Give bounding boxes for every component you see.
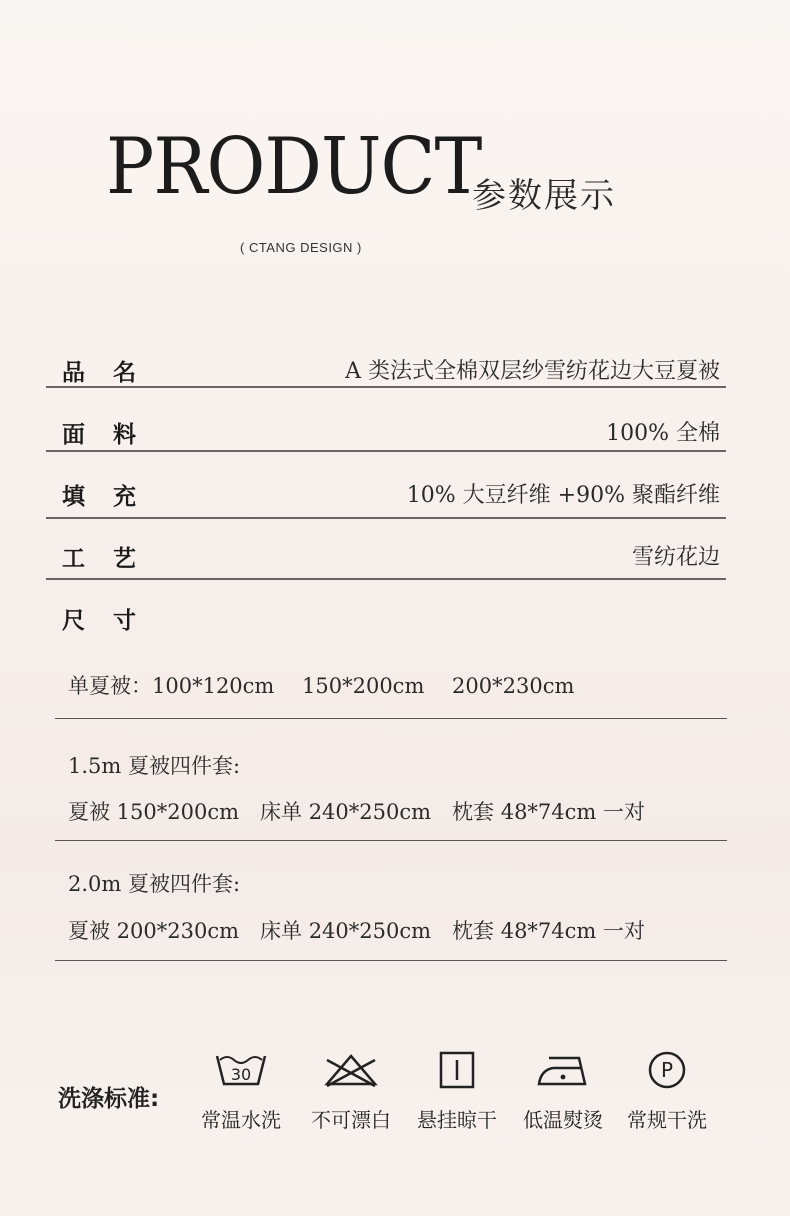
wash-30-icon <box>214 1050 268 1090</box>
wash-label: 不可漂白 <box>311 1108 391 1132</box>
size-set20-title: 2.0m 夏被四件套: <box>68 872 241 896</box>
param-label: 尺 寸 <box>62 608 147 634</box>
param-row-filling <box>46 468 726 530</box>
wash-label: 低温熨烫 <box>523 1108 603 1132</box>
param-label: 面 料 <box>62 422 147 448</box>
size-single: 单夏被：100*120cm 150*200cm 200*230cm <box>68 674 575 698</box>
param-label: 工 艺 <box>62 546 147 572</box>
dry-clean-p-icon <box>647 1050 687 1090</box>
wash-item <box>296 1050 406 1133</box>
param-row-craft <box>46 530 726 592</box>
dry-clean-letter: P <box>660 1058 674 1082</box>
wash-label: 悬挂晾干 <box>417 1108 497 1132</box>
divider <box>55 718 727 719</box>
param-row-fabric <box>46 406 726 468</box>
param-row-name <box>46 344 726 406</box>
param-row-size <box>46 592 726 654</box>
brand-name: ( CTANG DESIGN ) <box>240 240 362 255</box>
divider <box>55 960 727 961</box>
param-value: 100% 全棉 <box>606 421 720 446</box>
logo-word: PRODUCT <box>106 122 482 212</box>
param-value: 10% 大豆纤维 +90% 聚酯纤维 <box>406 483 720 508</box>
divider <box>55 840 727 841</box>
param-value: A 类法式全棉双层纱雪纺花边大豆夏被 <box>345 359 720 384</box>
divider <box>46 578 726 580</box>
size-set15-title: 1.5m 夏被四件套: <box>68 754 241 778</box>
hang-dry-icon <box>437 1050 477 1090</box>
param-label: 品 名 <box>62 360 147 386</box>
divider <box>46 386 726 388</box>
wash-item <box>402 1050 512 1133</box>
low-iron-icon <box>535 1050 591 1090</box>
no-bleach-icon <box>321 1050 381 1090</box>
wash-item <box>186 1050 296 1133</box>
divider <box>46 450 726 452</box>
size-set15-detail: 夏被 150*200cm 床单 240*250cm 枕套 48*74cm 一对 <box>68 800 645 824</box>
divider <box>46 517 726 519</box>
size-set20-detail: 夏被 200*230cm 床单 240*250cm 枕套 48*74cm 一对 <box>68 919 645 943</box>
param-value: 雪纺花边 <box>631 545 720 570</box>
param-label: 填 充 <box>62 484 147 510</box>
page-subtitle: 参数展示 <box>472 176 616 216</box>
wash-item <box>612 1050 722 1133</box>
wash-label: 常温水洗 <box>201 1108 281 1132</box>
wash-temp-number: 30 <box>230 1065 252 1084</box>
wash-label: 常规干洗 <box>627 1108 707 1132</box>
wash-title: 洗涤标准: <box>58 1086 160 1112</box>
wash-item <box>508 1050 618 1133</box>
